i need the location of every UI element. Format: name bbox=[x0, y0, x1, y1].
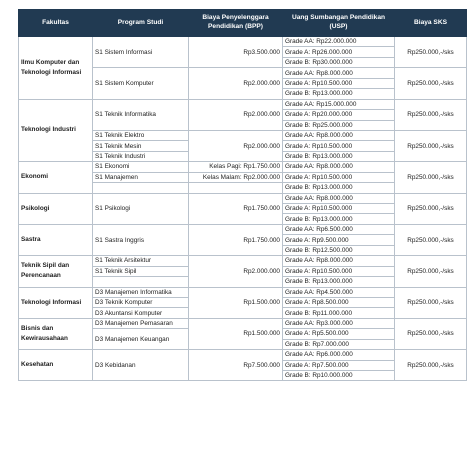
usp-cell: Grade B: Rp13.000.000 bbox=[283, 277, 395, 287]
usp-cell: Grade B: Rp12.500.000 bbox=[283, 245, 395, 255]
fakultas-cell: Ekonomi bbox=[19, 162, 93, 193]
prodi-cell: D3 Manajemen Informatika bbox=[93, 287, 189, 297]
usp-cell: Grade AA: Rp8.000.000 bbox=[283, 193, 395, 203]
bpp-cell: Rp2.000.000 bbox=[189, 99, 283, 130]
bpp-cell: Rp2.000.000 bbox=[189, 68, 283, 99]
prodi-cell: S1 Psikologi bbox=[93, 193, 189, 224]
usp-cell: Grade B: Rp25.000.000 bbox=[283, 120, 395, 130]
usp-cell: Grade B: Rp10.000.000 bbox=[283, 371, 395, 381]
bpp-cell: Rp2.000.000 bbox=[189, 256, 283, 287]
usp-cell: Grade B: Rp13.000.000 bbox=[283, 214, 395, 224]
fakultas-cell: Ilmu Komputer dan Teknologi Informasi bbox=[19, 37, 93, 100]
sks-cell: Rp250.000,-/sks bbox=[395, 193, 467, 224]
fakultas-cell: Teknologi Informasi bbox=[19, 287, 93, 318]
prodi-cell: S1 Sistem Informasi bbox=[93, 37, 189, 68]
prodi-cell: S1 Sistem Komputer bbox=[93, 68, 189, 99]
prodi-cell: S1 Teknik Sipil bbox=[93, 266, 189, 276]
prodi-cell: S1 Manajemen bbox=[93, 172, 189, 182]
table-row bbox=[19, 162, 467, 172]
usp-cell: Grade A: Rp10.500.000 bbox=[283, 204, 395, 214]
usp-cell: Grade A: Rp9.500.000 bbox=[283, 235, 395, 245]
usp-cell: Grade AA: Rp15.000.000 bbox=[283, 99, 395, 109]
usp-cell: Grade A: Rp7.500.000 bbox=[283, 360, 395, 370]
table-row bbox=[19, 193, 467, 203]
fee-table bbox=[18, 9, 467, 381]
table-row bbox=[19, 318, 467, 328]
usp-cell: Grade AA: Rp8.000.000 bbox=[283, 68, 395, 78]
usp-cell: Grade AA: Rp8.000.000 bbox=[283, 162, 395, 172]
table-row bbox=[19, 350, 467, 360]
prodi-cell: S1 Sastra Inggris bbox=[93, 224, 189, 255]
usp-cell: Grade B: Rp30.000.000 bbox=[283, 57, 395, 67]
header-biaya-sks: Biaya SKS bbox=[395, 10, 467, 37]
table-row bbox=[19, 287, 467, 297]
sks-cell: Rp250.000,-/sks bbox=[395, 287, 467, 318]
header-bpp: Biaya Penyelenggara Pendidikan (BPP) bbox=[189, 10, 283, 37]
fee-table-container bbox=[18, 9, 466, 381]
fakultas-cell: Sastra bbox=[19, 224, 93, 255]
sks-cell: Rp250.000,-/sks bbox=[395, 224, 467, 255]
usp-cell: Grade B: Rp7.000.000 bbox=[283, 339, 395, 349]
usp-cell: Grade A: Rp10.500.000 bbox=[283, 172, 395, 182]
bpp-cell: Rp1.500.000 bbox=[189, 287, 283, 318]
header-fakultas: Fakultas bbox=[19, 10, 93, 37]
bpp-cell: Rp7.500.000 bbox=[189, 350, 283, 381]
usp-cell: Grade A: Rp10.500.000 bbox=[283, 266, 395, 276]
usp-cell: Grade A: Rp20.000.000 bbox=[283, 110, 395, 120]
usp-cell: Grade A: Rp10.500.000 bbox=[283, 141, 395, 151]
prodi-cell: S1 Teknik Elektro bbox=[93, 130, 189, 140]
sks-cell: Rp250.000,-/sks bbox=[395, 37, 467, 68]
prodi-cell: S1 Ekonomi bbox=[93, 162, 189, 172]
usp-cell: Grade A: Rp26.000.000 bbox=[283, 47, 395, 57]
bpp-cell: Kelas Malam: Rp2.000.000 bbox=[189, 172, 283, 182]
prodi-cell bbox=[93, 183, 189, 193]
prodi-cell: S1 Teknik Informatika bbox=[93, 99, 189, 130]
sks-cell: Rp250.000,-/sks bbox=[395, 130, 467, 161]
usp-cell: Grade B: Rp13.000.000 bbox=[283, 183, 395, 193]
usp-cell: Grade AA: Rp22.000.000 bbox=[283, 37, 395, 47]
sks-cell: Rp250.000,-/sks bbox=[395, 256, 467, 287]
table-header-row bbox=[19, 10, 467, 37]
table-row bbox=[19, 224, 467, 234]
table-row bbox=[19, 256, 467, 266]
prodi-cell: D3 Manajemen Pemasaran bbox=[93, 318, 189, 328]
usp-cell: Grade B: Rp11.000.000 bbox=[283, 308, 395, 318]
prodi-cell: S1 Teknik Mesin bbox=[93, 141, 189, 151]
prodi-cell: S1 Teknik Industri bbox=[93, 151, 189, 161]
prodi-cell: D3 Akuntansi Komputer bbox=[93, 308, 189, 318]
usp-cell: Grade A: Rp8.500.000 bbox=[283, 297, 395, 307]
header-usp: Uang Sumbangan Pendidikan (USP) bbox=[283, 10, 395, 37]
usp-cell: Grade B: Rp13.000.000 bbox=[283, 89, 395, 99]
sks-cell: Rp250.000,-/sks bbox=[395, 162, 467, 193]
sks-cell: Rp250.000,-/sks bbox=[395, 99, 467, 130]
prodi-cell: D3 Manajemen Keuangan bbox=[93, 329, 189, 350]
sks-cell: Rp250.000,-/sks bbox=[395, 350, 467, 381]
fakultas-cell: Kesehatan bbox=[19, 350, 93, 381]
sks-cell: Rp250.000,-/sks bbox=[395, 318, 467, 349]
bpp-cell: Rp1.750.000 bbox=[189, 193, 283, 224]
bpp-cell: Rp2.000.000 bbox=[189, 130, 283, 161]
fakultas-cell: Bisnis dan Kewirausahaan bbox=[19, 318, 93, 349]
header-program-studi: Program Studi bbox=[93, 10, 189, 37]
usp-cell: Grade AA: Rp8.000.000 bbox=[283, 256, 395, 266]
prodi-cell bbox=[93, 277, 189, 287]
fakultas-cell: Teknologi Industri bbox=[19, 99, 93, 162]
fakultas-cell: Psikologi bbox=[19, 193, 93, 224]
usp-cell: Grade B: Rp13.000.000 bbox=[283, 151, 395, 161]
prodi-cell: S1 Teknik Arsitektur bbox=[93, 256, 189, 266]
usp-cell: Grade AA: Rp3.000.000 bbox=[283, 318, 395, 328]
usp-cell: Grade AA: Rp6.000.000 bbox=[283, 350, 395, 360]
fakultas-cell: Teknik Sipil dan Perencanaan bbox=[19, 256, 93, 287]
usp-cell: Grade AA: Rp8.000.000 bbox=[283, 130, 395, 140]
prodi-cell: D3 Teknik Komputer bbox=[93, 297, 189, 307]
bpp-cell: Rp3.500.000 bbox=[189, 37, 283, 68]
sks-cell: Rp250.000,-/sks bbox=[395, 68, 467, 99]
bpp-cell bbox=[189, 183, 283, 193]
table-row bbox=[19, 37, 467, 47]
bpp-cell: Rp1.750.000 bbox=[189, 224, 283, 255]
bpp-cell: Rp1.500.000 bbox=[189, 318, 283, 349]
usp-cell: Grade AA: Rp6.500.000 bbox=[283, 224, 395, 234]
bpp-cell: Kelas Pagi: Rp1.750.000 bbox=[189, 162, 283, 172]
usp-cell: Grade A: Rp5.500.000 bbox=[283, 329, 395, 339]
usp-cell: Grade AA: Rp4.500.000 bbox=[283, 287, 395, 297]
usp-cell: Grade A: Rp10.500.000 bbox=[283, 78, 395, 88]
table-row bbox=[19, 99, 467, 109]
prodi-cell: D3 Kebidanan bbox=[93, 350, 189, 381]
